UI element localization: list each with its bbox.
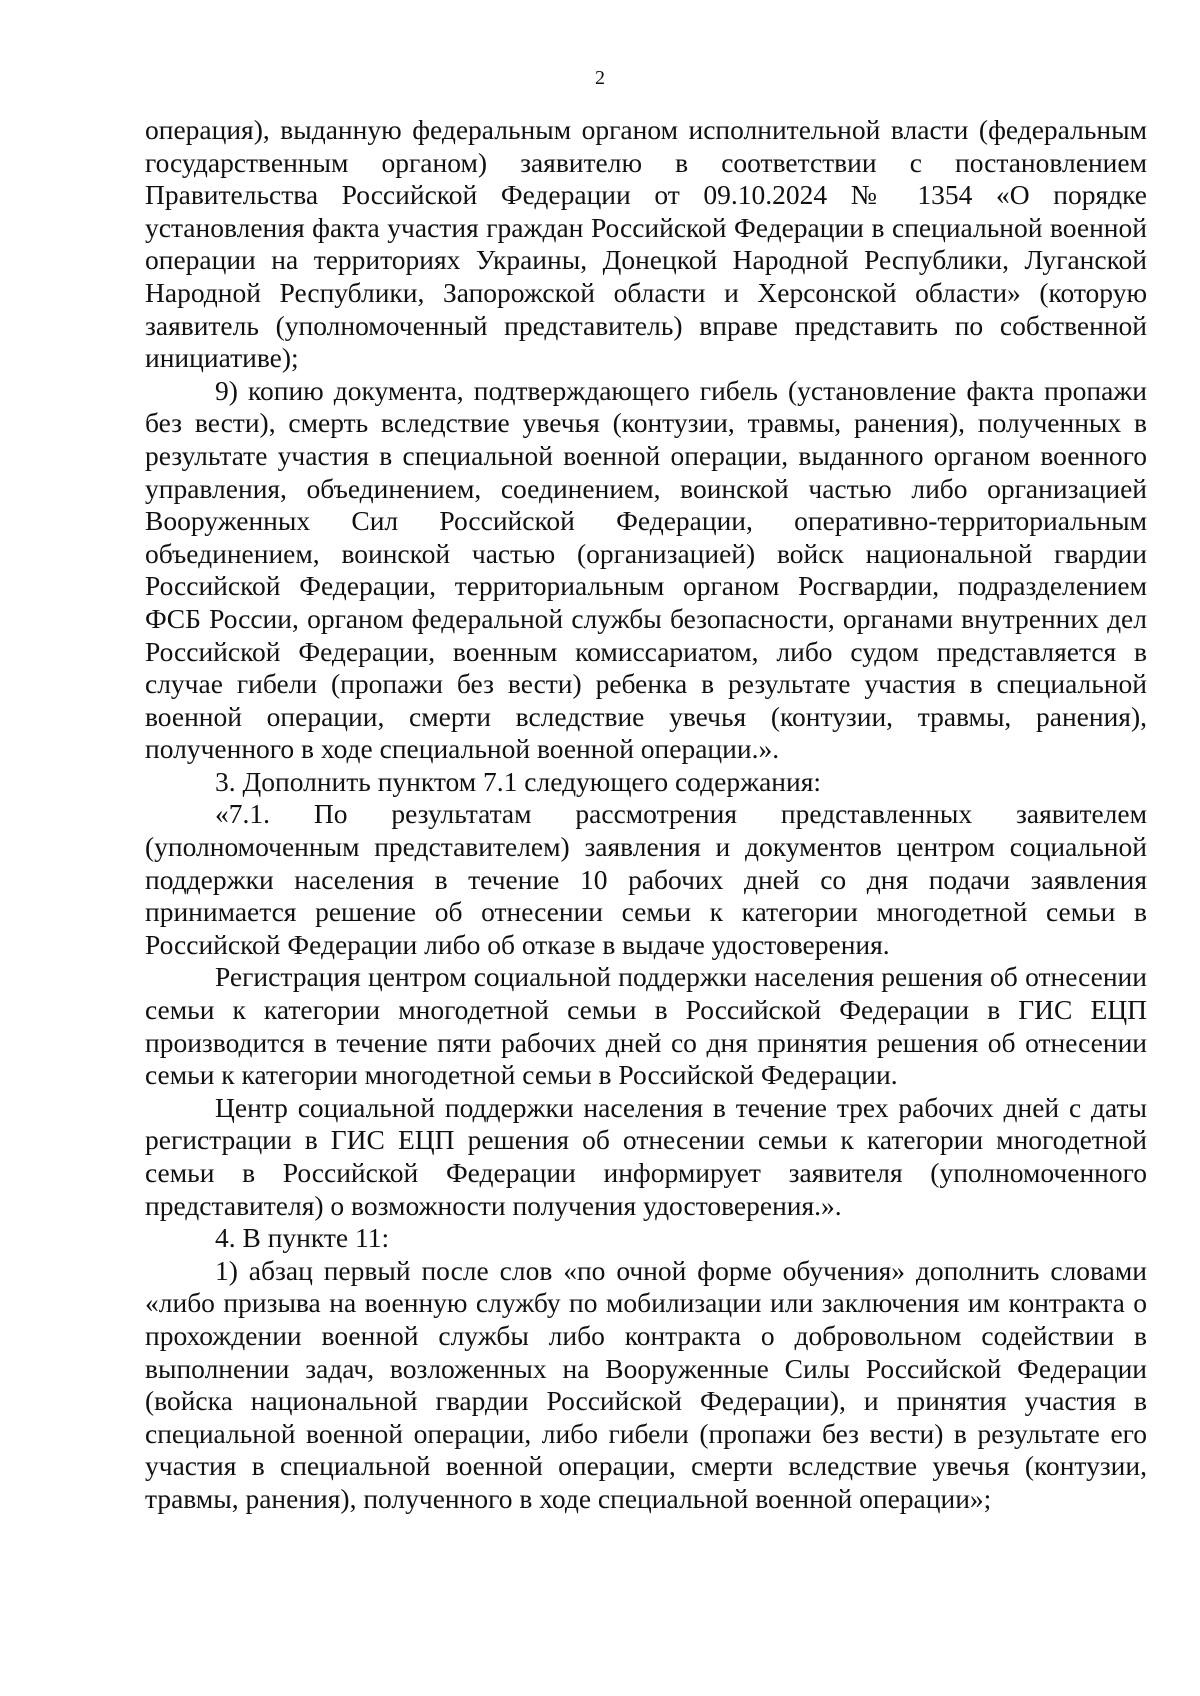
paragraph-item-7-1: «7.1. По результатам рассмотрения представленных заявителем (уполномоченным представителем) заявления и документов центром социальной поддержки населения в течение 10 рабочих дней со дня подачи заявления принимается решение об отнесении семьи к категории многодетной семьи в Российской Федерации либо об отказе в выдаче удостоверения.	[145, 798, 1147, 960]
document-body	[145, 114, 1147, 1516]
page-number: 2	[595, 67, 605, 89]
paragraph-item-9: 9) копию документа, подтверждающего гибель (установление факта пропажи без вести), смерть вследствие увечья (контузии, травмы, ранения), полученных в результате участия в специальной военной операции, выданного органом военного управления, объединением, соединением, воинской частью либо организацией Вооруженных Сил Российской Федерации, оперативно-территориальным объединением, воинской частью (организацией) войск национальной гвардии Российской Федерации, территориальным органом Росгвардии, подразделением ФСБ России, органом федеральной службы безопасности, органами внутренних дел Российской Федерации, военным комиссариатом, либо судом представляется в случае гибели (пропажи без вести) ребенка в результате участия в специальной военной операции, смерти вследствие увечья (контузии, травмы, ранения), полученного в ходе специальной военной операции.».	[145, 374, 1147, 765]
paragraph-subitem-1: 1) абзац первый после слов «по очной форме обучения» дополнить словами «либо призыва на военную службу по мобилизации или заключения им контракта о прохождении военной службы либо контракта о добровольном содействии в выполнении задач, возложенных на Вооруженные Силы Российской Федерации (войска национальной гвардии Российской Федерации), и принятия участия в специальной военной операции, либо гибели (пропажи без вести) в результате его участия в специальной военной операции, смерти вследствие увечья (контузии, травмы, ранения), полученного в ходе специальной военной операции»;	[145, 1254, 1147, 1514]
paragraph-clause-4: 4. В пункте 11:	[215, 1222, 390, 1254]
paragraph-notification: Центр социальной поддержки населения в течение трех рабочих дней с даты регистрации в ГИС ЕЦП решения об отнесении семьи к категории многодетной семьи в Российской Федерации информирует заявителя (уполномоченного представителя) о возможности получения удостоверения.».	[145, 1091, 1147, 1221]
paragraph-continuation: операция), выданную федеральным органом исполнительной власти (федеральным государственным органом) заявителю в соответствии с постановлением Правительства Российской Федерации от 09.10.2024 № 1354 «О порядке установления факта участия граждан Российской Федерации в специальной военной операции на территориях Украины, Донецкой Народной Республики, Луганской Народной Республики, Запорожской области и Херсонской области» (которую заявитель (уполномоченный представитель) вправе представить по собственной инициативе);	[145, 114, 1147, 374]
paragraph-registration: Регистрация центром социальной поддержки населения решения об отнесении семьи к категории многодетной семьи в Российской Федерации в ГИС ЕЦП производится в течение пяти рабочих дней со дня принятия решения об отнесении семьи к категории многодетной семьи в Российской Федерации.	[145, 961, 1147, 1091]
paragraph-clause-3: 3. Дополнить пунктом 7.1 следующего содержания:	[215, 765, 821, 797]
